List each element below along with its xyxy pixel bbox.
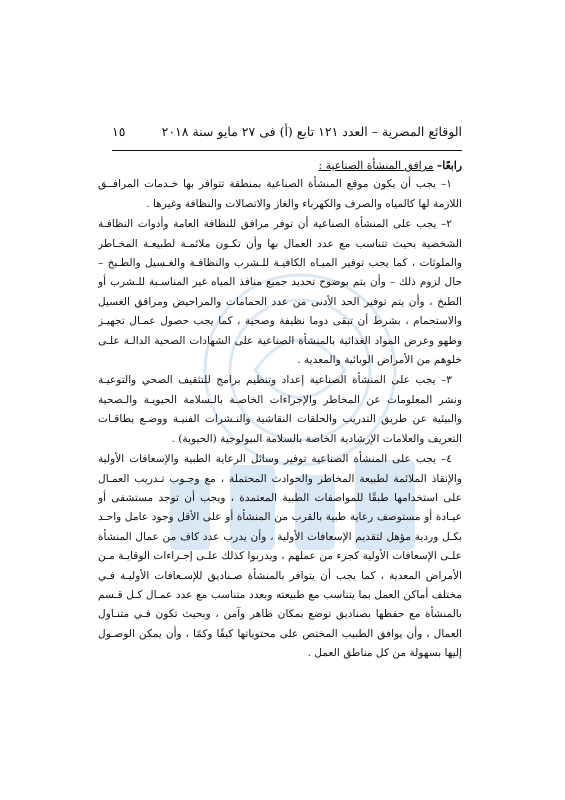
document-body xyxy=(98,156,462,756)
section-heading xyxy=(98,156,462,175)
page-number: ١٥ xyxy=(112,124,126,139)
section-prefix: رابعًا– xyxy=(436,159,462,172)
paragraph-1: ١– يجب أن يكون موقع المنشأة الصناعية بمنطقة تتوافر بها خـدمات المرافــق اللازمة لها كالمياه والصرف والكهرباء والغاز والاتصالات والنظافة وغيرها . xyxy=(98,178,462,210)
header-rule xyxy=(112,150,462,151)
section-title: مرافق المنشأة الصناعية : xyxy=(318,159,434,172)
paragraph-4: ٤– يجب على المنشأة الصناعية توفير وسائل الرعاية الطبية والإسعافات الأولية والإنقاذ الملائمة لطبيعة المخاطر والحوادث المحتملة ، مع وجـوب تـدريب العمـال على استخدامها طبقًا للمواصفات الطبية المعتمدة ، ويجب أن توجد مستشفى أو عيـادة أو مستوصف رعاية طبية بالقرب من المنشأة أو على الأقل وجود عامل واحـد بكـل وردية مؤهل لتقديم الإسعافات الأولية ، وأن يدرب عدد كاف من عمال المنشأة علـى الإسعافات الأولية كجزء من عملهم ، ويدربوا كذلك علـى إجـراءات الوقايـة مـن الأمراض المعدية ، كما يجب أن يتوافر بالمنشأة صـناديق للإسـعافات الأوليـة فـي مختلف أماكن العمل بما يتناسب مع طبيعته وبعدد متناسب مع عدد عمـال كـل قـسم بالمنشأة مع حفظها بصناديق توضع بمكان ظاهر وآمن ، وبحيث تكون فـي متنـاول العمال ، وأن يوافق الطبيب المختص على محتوياتها كيفًا وكمًا ، وأن يمكن الوصـول إليها بسهولة من كل مناطق العمل . xyxy=(98,453,462,660)
header-title: الوقائع المصرية – العدد ١٢١ تابع (أ) فى ٢٧ مايو سنة ٢٠١٨ xyxy=(161,124,462,139)
paragraph-3: ٣– يجب على المنشأة الصناعية إعداد وتنظيم برامج للتثقيف الصحي والتوعيـة ونشر المعلومات عن المخاطر والإجراءات الخاصـة بالـسلامة الحيويـة والـصحية والبيئية عن طريق التدريب والحلقات النقاشية والنـشرات الفنيـة ووضـع بطاقـات التعريف والعلامات الإرشادية الخاصة بالسلامة البيولوجية (الحيوية) . xyxy=(98,374,462,445)
page-header xyxy=(112,124,462,148)
paragraph-2: ٢– يجب على المنشأة الصناعية أن توفر مرافق للنظافة العامة وأدوات النظافـة الشخصية بحيث تتناسب مع عدد العمال بها وأن تكـون ملائمـة لطبيعـة المخـاطر والملوثات ، كما يجب توفير الميـاه الكافيـة للـشرب والنظافـة والغـسيل والطـبخ – حال لزوم ذلك – وأن يتم بوضوح تحديد جميع منافذ المياه غير المناسـبة للـشرب أو الطبخ ، وأن يتم توفير الحد الأدنى من عدد الحمامات والمراحيض ومرافق الغسيل والاستحمام ، بشرط أن تبقى دوما نظيفة وصحية ، كما يجب حصول عمـال تجهيـز وطهو وعرض المواد الغذائية بالمنشأة الصناعية على الشهادات الصحية الدالـة علـى خلوهم من الأمراض الوبائية والمعدية . xyxy=(98,218,462,367)
